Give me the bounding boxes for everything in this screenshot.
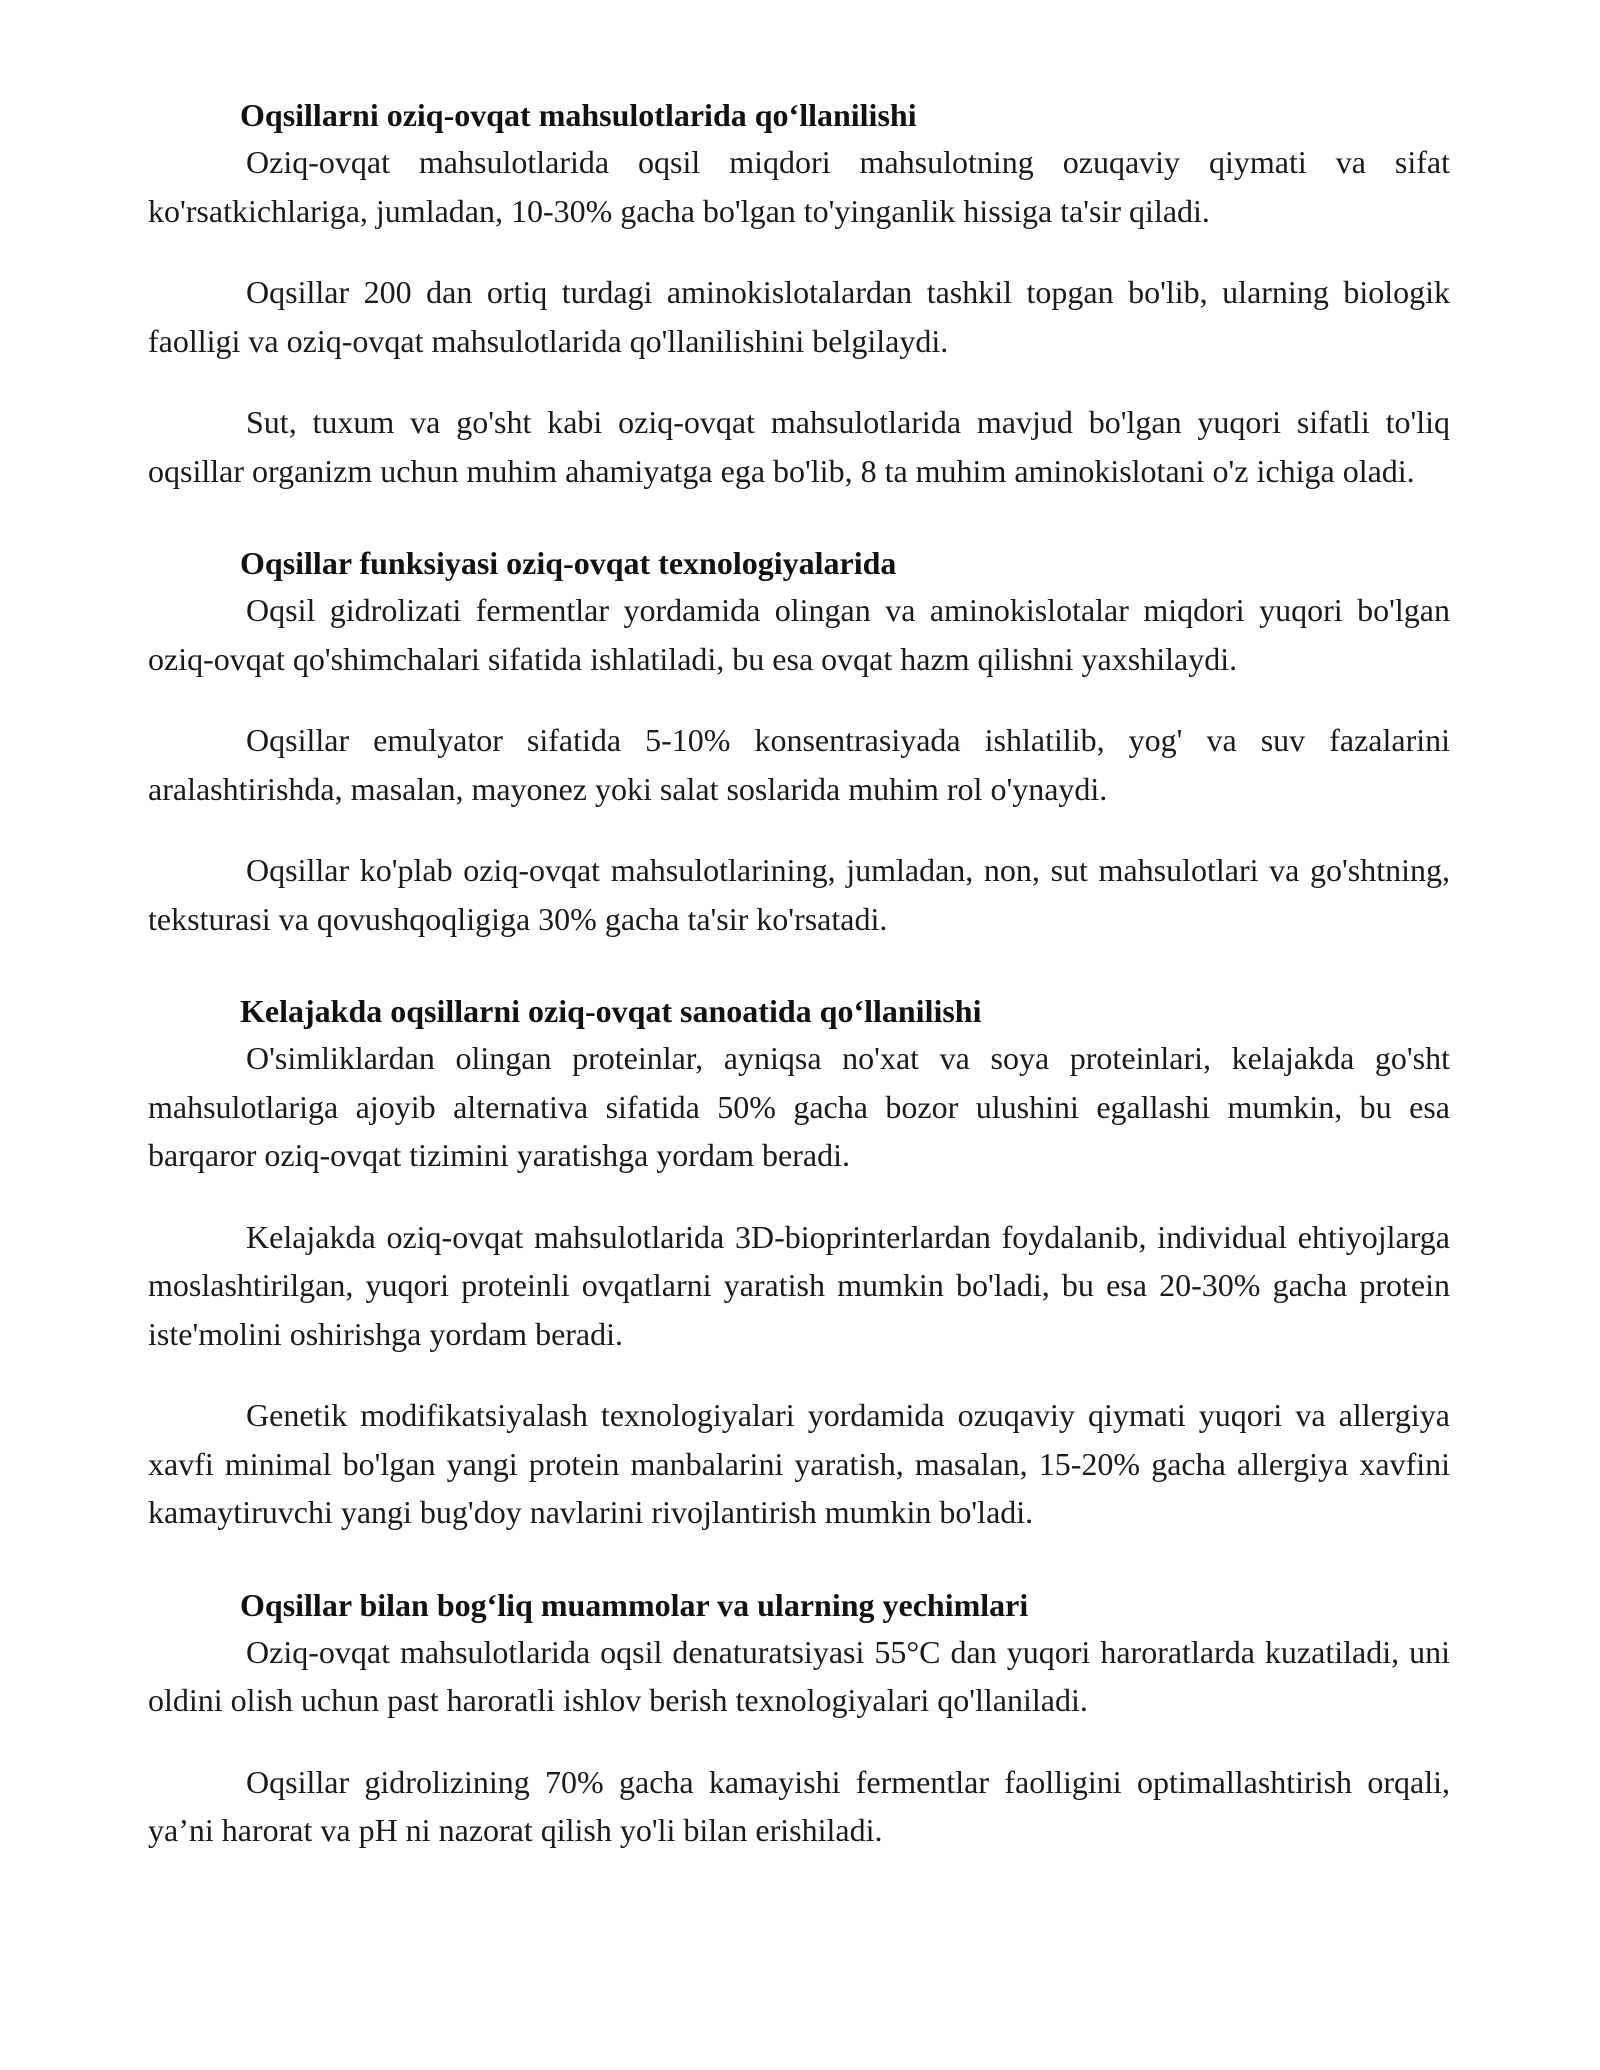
section-protein-functions [148,540,1450,943]
paragraph: Oqsillar ko'plab oziq-ovqat mahsulotlarining, jumladan, non, sut mahsulotlari va go'shtning, teksturasi va qovushqoqligiga 30% gacha ta'sir ko'rsatadi. [148,852,1450,937]
paragraph: Sut, tuxum va go'sht kabi oziq-ovqat mahsulotlarida mavjud bo'lgan yuqori sifatli to'liq oqsillar organizm uchun muhim ahamiyatga ega bo'lib, 8 ta muhim aminokislotani o'z ichiga oladi. [148,404,1450,489]
section-problems-solutions [148,1582,1450,1855]
paragraph: Genetik modifikatsiyalash texnologiyalari yordamida ozuqaviy qiymati yuqori va allergiya xavfi minimal bo'lgan yangi protein manbalarini yaratish, masalan, 15-20% gacha allergiya xavfini kamaytiruvchi yangi bug'doy navlarini rivojlantirish mumkin bo'ladi. [148,1397,1450,1530]
section-heading: Kelajakda oqsillarni oziq-ovqat sanoatida qo‘llanilishi [240,993,982,1029]
section-heading: Oqsillarni oziq-ovqat mahsulotlarida qo‘llanilishi [240,97,917,133]
paragraph: Oqsillar 200 dan ortiq turdagi aminokislotalardan tashkil topgan bo'lib, ularning biologik faolligi va oziq-ovqat mahsulotlarida qo'llanilishini belgilaydi. [148,274,1450,359]
paragraph: Oqsillar emulyator sifatida 5-10% konsentrasiyada ishlatilib, yog' va suv fazalarini aralashtirishda, masalan, mayonez yoki salat soslarida muhim rol o'ynaydi. [148,722,1450,807]
paragraph: Oziq-ovqat mahsulotlarida oqsil miqdori mahsulotning ozuqaviy qiymati va sifat ko'rsatkichlariga, jumladan, 10-30% gacha bo'lgan to'yinganlik hissiga ta'sir qiladi. [148,144,1450,229]
paragraph: Kelajakda oziq-ovqat mahsulotlarida 3D-bioprinterlardan foydalanib, individual ehtiyojlarga moslashtirilgan, yuqori proteinli ovqatlarni yaratish mumkin bo'ladi, bu esa 20-30% gacha protein iste'molini oshirishga yordam beradi. [148,1218,1450,1352]
document-page [148,92,1450,1855]
section-future-usage [148,988,1450,1537]
section-protein-usage [148,92,1450,495]
paragraph: Oziq-ovqat mahsulotlarida oqsil denaturatsiyasi 55°C dan yuqori haroratlarda kuzatiladi, uni oldini olish uchun past haroratli ishlov berish texnologiyalari qo'llaniladi. [148,1633,1450,1718]
paragraph: O'simliklardan olingan proteinlar, ayniqsa no'xat va soya proteinlari, kelajakda go'sht mahsulotlariga ajoyib alternativa sifatida 50% gacha bozor ulushini egallashi mumkin, bu esa barqaror oziq-ovqat tizimini yaratishga yordam beradi. [148,1040,1450,1173]
paragraph: Oqsillar gidrolizining 70% gacha kamayishi fermentlar faolligini optimallashtirish orqali, ya’ni harorat va pH ni nazorat qilish yo'li bilan erishiladi. [148,1763,1450,1848]
paragraph: Oqsil gidrolizati fermentlar yordamida olingan va aminokislotalar miqdori yuqori bo'lgan oziq-ovqat qo'shimchalari sifatida ishlatiladi, bu esa ovqat hazm qilishni yaxshilaydi. [148,592,1450,677]
section-heading: Oqsillar funksiyasi oziq-ovqat texnologiyalarida [240,545,897,581]
section-heading: Oqsillar bilan bog‘liq muammolar va ularning yechimlari [240,1586,1029,1623]
